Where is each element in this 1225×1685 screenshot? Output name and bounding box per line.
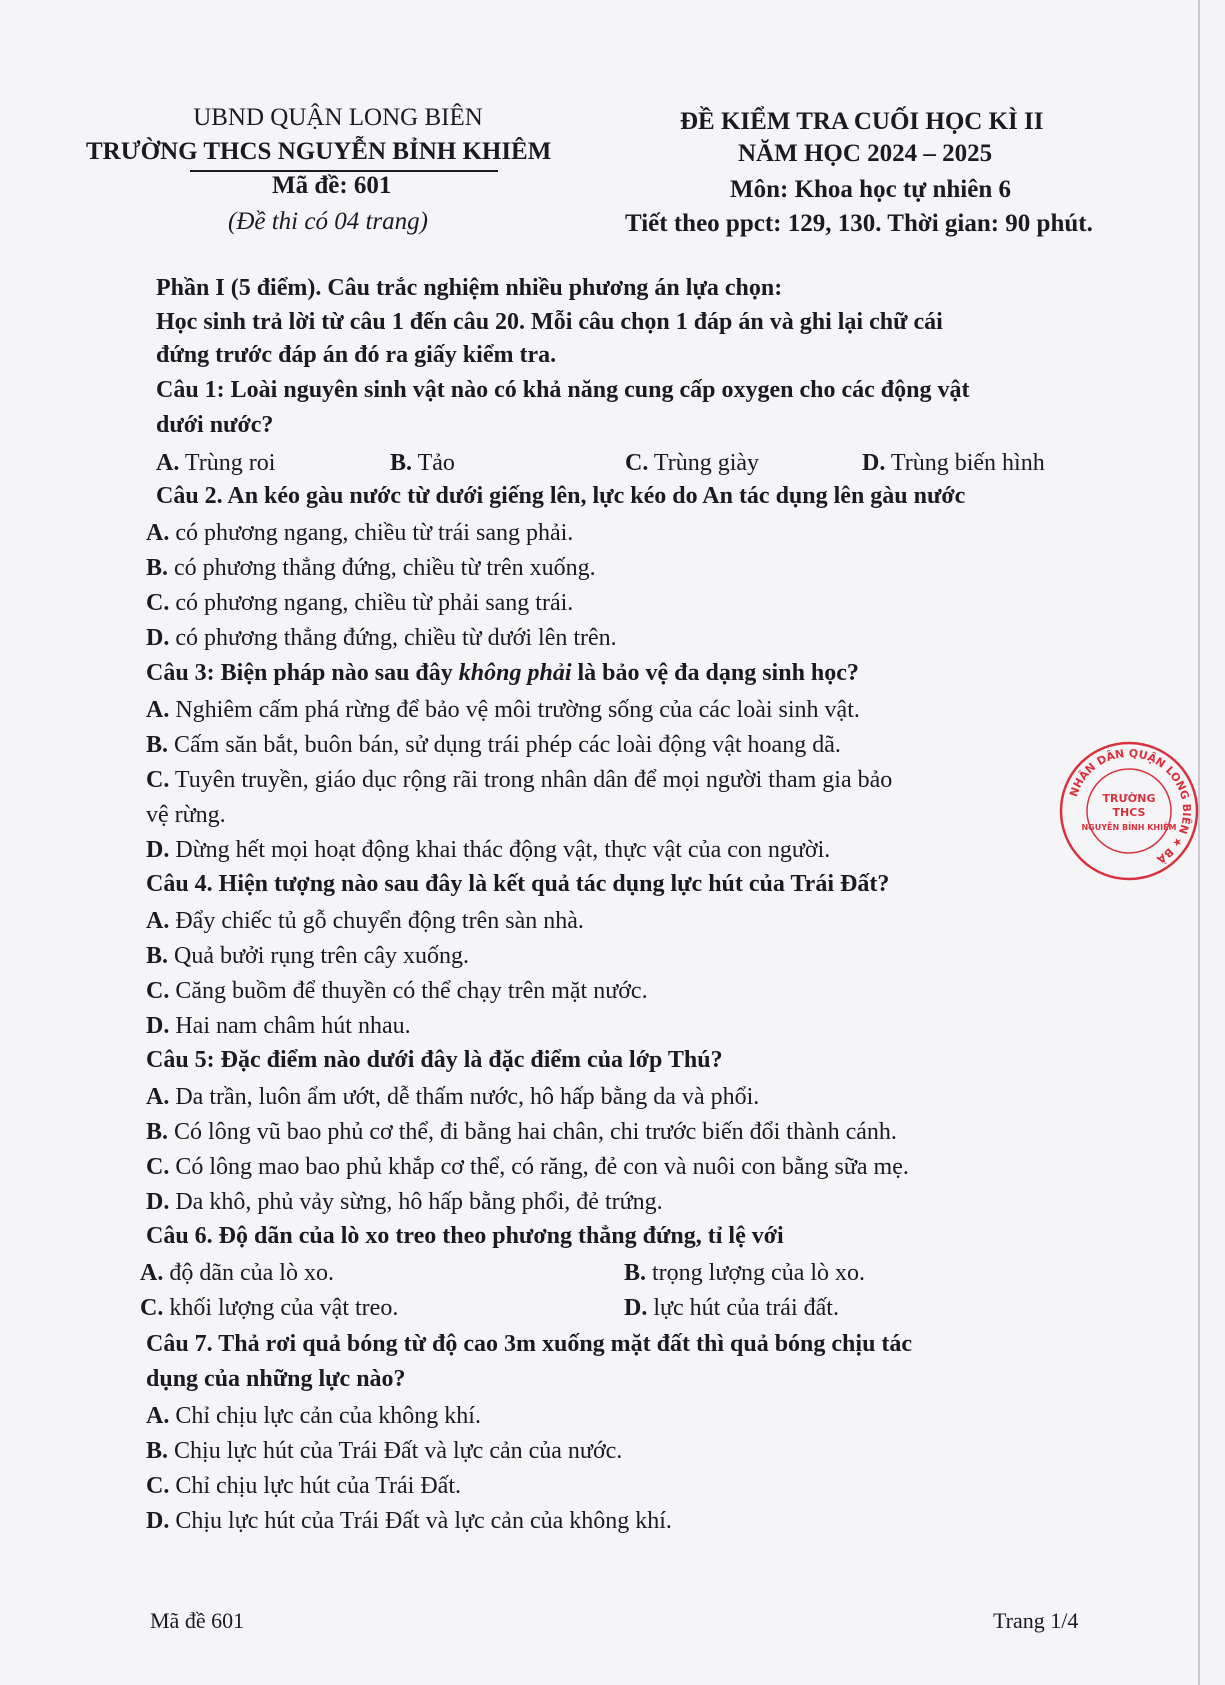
q2-option-d: D. có phương thẳng đứng, chiều từ dưới lên trên. bbox=[146, 625, 617, 651]
subject: Môn: Khoa học tự nhiên 6 bbox=[730, 176, 1012, 203]
q1-option-d: D. Trùng biến hình bbox=[862, 450, 1045, 476]
q3-option-c-cont: vệ rừng. bbox=[146, 802, 226, 828]
section-instruction-cont: đứng trước đáp án đó ra giấy kiểm tra. bbox=[156, 342, 557, 368]
stamp-center-1: TRƯỜNG bbox=[1102, 792, 1156, 805]
q5-option-d: D. Da khô, phủ vảy sừng, hô hấp bằng phổi, đẻ trứng. bbox=[146, 1189, 663, 1215]
q7-option-a: A. Chỉ chịu lực cản của không khí. bbox=[146, 1403, 481, 1429]
question-3: Câu 3: Biện pháp nào sau đây không phải là bảo vệ đa dạng sinh học? bbox=[146, 660, 859, 686]
exam-code: Mã đề: 601 bbox=[272, 172, 392, 199]
question-5: Câu 5: Đặc điểm nào dưới đây là đặc điểm của lớp Thú? bbox=[146, 1047, 723, 1073]
q7-option-c: C. Chỉ chịu lực hút của Trái Đất. bbox=[146, 1473, 461, 1499]
pages-note: (Đề thi có 04 trang) bbox=[228, 208, 428, 235]
header-school: TRƯỜNG THCS NGUYỄN BỈNH KHIÊM bbox=[86, 138, 552, 165]
q5-option-c: C. Có lông mao bao phủ khắp cơ thể, có răng, đẻ con và nuôi con bằng sữa mẹ. bbox=[146, 1154, 909, 1180]
section-instruction: Học sinh trả lời từ câu 1 đến câu 20. Mỗi câu chọn 1 đáp án và ghi lại chữ cái bbox=[156, 309, 943, 335]
q5-option-b: B. Có lông vũ bao phủ cơ thể, đi bằng hai chân, chi trước biến đổi thành cánh. bbox=[146, 1119, 897, 1145]
question-1-cont: dưới nước? bbox=[156, 412, 274, 438]
question-7-cont: dụng của những lực nào? bbox=[146, 1366, 406, 1392]
q3-option-a: A. Nghiêm cấm phá rừng để bảo vệ môi trường sống của các loài sinh vật. bbox=[146, 697, 860, 723]
q3-option-c: C. Tuyên truyền, giáo dục rộng rãi trong nhân dân để mọi người tham gia bảo bbox=[146, 767, 893, 793]
q6-option-d: D. lực hút của trái đất. bbox=[624, 1295, 839, 1321]
q1-option-c: C. Trùng giày bbox=[625, 450, 760, 476]
period-time: Tiết theo ppct: 129, 130. Thời gian: 90 phút. bbox=[625, 210, 1093, 237]
q2-option-a: A. có phương ngang, chiều từ trái sang phải. bbox=[146, 520, 574, 546]
q1-option-b: B. Tảo bbox=[390, 450, 455, 476]
q7-option-d: D. Chịu lực hút của Trái Đất và lực cản của không khí. bbox=[146, 1508, 672, 1534]
q6-option-c: C. khối lượng của vật treo. bbox=[140, 1295, 399, 1321]
question-7: Câu 7. Thả rơi quả bóng từ độ cao 3m xuống mặt đất thì quả bóng chịu tác bbox=[146, 1331, 913, 1357]
q4-option-b: B. Quả bưởi rụng trên cây xuống. bbox=[146, 943, 469, 969]
q4-option-d: D. Hai nam châm hút nhau. bbox=[146, 1013, 411, 1039]
header-district: UBND QUẬN LONG BIÊN bbox=[193, 104, 483, 131]
q6-option-a: A. độ dãn của lò xo. bbox=[140, 1260, 334, 1286]
q4-option-a: A. Đẩy chiếc tủ gỗ chuyển động trên sàn nhà. bbox=[146, 908, 584, 934]
question-4: Câu 4. Hiện tượng nào sau đây là kết quả tác dụng lực hút của Trái Đất? bbox=[146, 871, 890, 897]
question-2: Câu 2. An kéo gàu nước từ dưới giếng lên, lực kéo do An tác dụng lên gàu nước bbox=[156, 483, 966, 509]
q3-option-b: B. Cấm săn bắt, buôn bán, sử dụng trái phép các loài động vật hoang dã. bbox=[146, 732, 841, 758]
footer-exam-code: Mã đề 601 bbox=[150, 1608, 245, 1633]
q2-option-b: B. có phương thẳng đứng, chiều từ trên xuống. bbox=[146, 555, 596, 581]
school-year: NĂM HỌC 2024 – 2025 bbox=[738, 140, 993, 167]
q3-option-d: D. Dừng hết mọi hoạt động khai thác động vật, thực vật của con người. bbox=[146, 837, 831, 863]
q7-option-b: B. Chịu lực hút của Trái Đất và lực cản của nước. bbox=[146, 1438, 623, 1464]
question-1: Câu 1: Loài nguyên sinh vật nào có khả năng cung cấp oxygen cho các động vật bbox=[156, 377, 970, 403]
school-stamp bbox=[1058, 740, 1200, 882]
q5-option-a: A. Da trần, luôn ẩm ướt, dễ thấm nước, hô hấp bằng da và phổi. bbox=[146, 1084, 760, 1110]
q6-option-b: B. trọng lượng của lò xo. bbox=[624, 1260, 866, 1286]
stamp-center-3: NGUYỄN BỈNH KHIÊM bbox=[1081, 823, 1177, 832]
question-6: Câu 6. Độ dãn của lò xo treo theo phương thẳng đứng, tỉ lệ với bbox=[146, 1223, 784, 1249]
q1-option-a: A. Trùng roi bbox=[156, 450, 276, 476]
footer-page-number: Trang 1/4 bbox=[993, 1608, 1079, 1633]
stamp-ring-text: NHÂN DÂN QUẬN LONG BIÊN ★ BÀ bbox=[1067, 746, 1194, 867]
section-title: Phần I (5 điểm). Câu trắc nghiệm nhiều phương án lựa chọn: bbox=[156, 275, 783, 301]
q4-option-c: C. Căng buồm để thuyền có thể chạy trên mặt nước. bbox=[146, 978, 648, 1004]
stamp-center-2: THCS bbox=[1112, 806, 1146, 819]
q2-option-c: C. có phương ngang, chiều từ phải sang trái. bbox=[146, 590, 574, 616]
exam-title: ĐỀ KIỂM TRA CUỐI HỌC KÌ II bbox=[680, 108, 1044, 135]
